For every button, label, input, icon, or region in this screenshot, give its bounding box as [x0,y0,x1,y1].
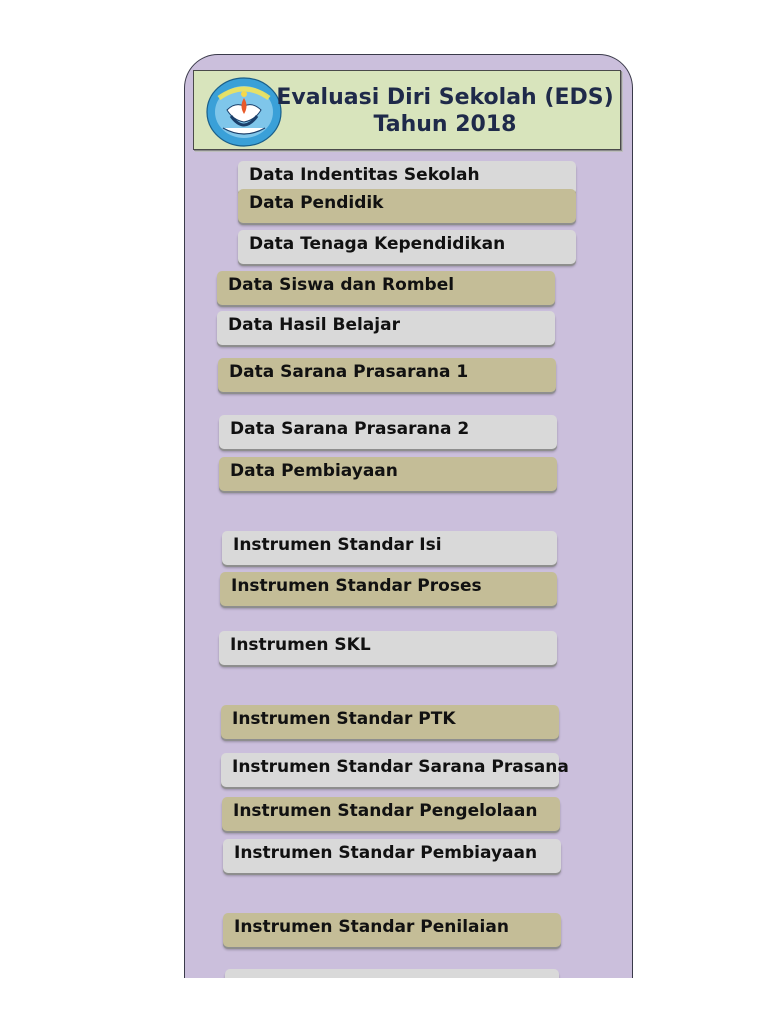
menu-button-data-siswa-rombel[interactable]: Data Siswa dan Rombel [217,271,555,305]
menu-button-data-sarana-prasarana-2[interactable]: Data Sarana Prasarana 2 [219,415,557,449]
menu-button-instrumen-standar-pengelolaan[interactable]: Instrumen Standar Pengelolaan [222,797,560,831]
menu-button-instrumen-standar-sarana-prasarana[interactable]: Instrumen Standar Sarana Prasana [221,753,559,787]
menu-button-partially-visible[interactable] [225,969,559,978]
menu-button-instrumen-skl[interactable]: Instrumen SKL [219,631,557,665]
menu-button-instrumen-standar-penilaian[interactable]: Instrumen Standar Penilaian [223,913,561,947]
menu-button-data-identitas-sekolah[interactable]: Data Indentitas Sekolah [238,161,576,195]
page-title: Evaluasi Diri Sekolah (EDS) [276,85,614,110]
menu-button-data-sarana-prasarana-1[interactable]: Data Sarana Prasarana 1 [218,358,556,392]
menu-button-instrumen-standar-pembiayaan[interactable]: Instrumen Standar Pembiayaan [223,839,561,873]
menu-button-data-hasil-belajar[interactable]: Data Hasil Belajar [217,311,555,345]
menu-button-data-tenaga-kependidikan[interactable]: Data Tenaga Kependidikan [238,230,576,264]
page-subtitle-year: Tahun 2018 [373,112,517,137]
menu-button-instrumen-standar-proses[interactable]: Instrumen Standar Proses [220,572,557,606]
menu-button-data-pendidik[interactable]: Data Pendidik [238,189,576,223]
menu-button-data-pembiayaan[interactable]: Data Pembiayaan [219,457,557,491]
menu-button-instrumen-standar-ptk[interactable]: Instrumen Standar PTK [221,705,559,739]
menu-button-instrumen-standar-isi[interactable]: Instrumen Standar Isi [222,531,557,565]
